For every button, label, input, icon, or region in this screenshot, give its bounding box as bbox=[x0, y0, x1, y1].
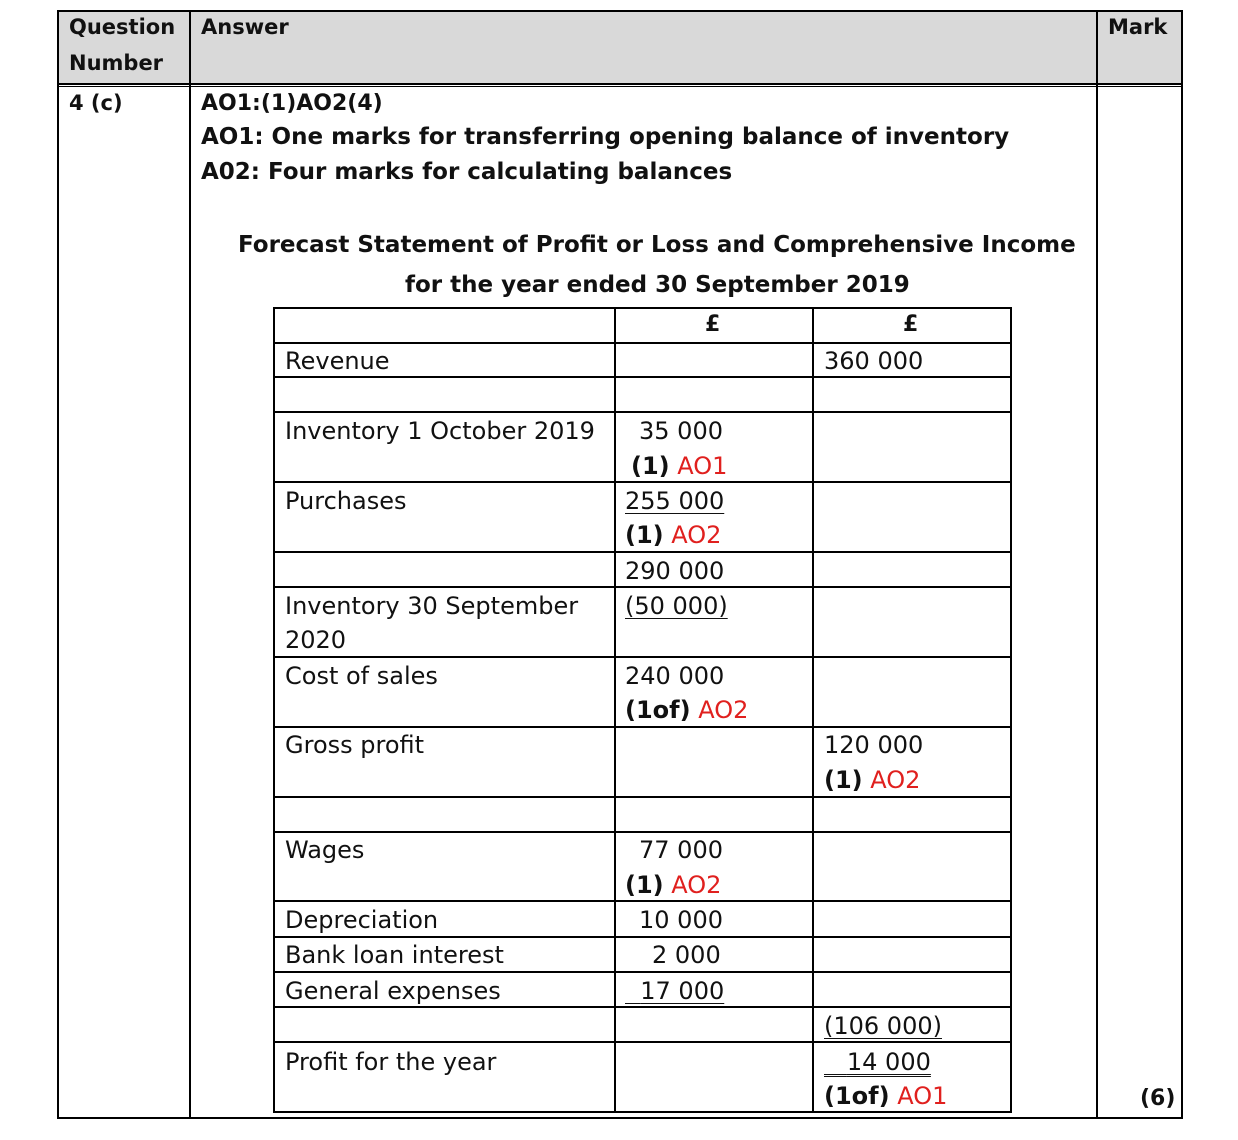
mark-points: (1) bbox=[824, 766, 863, 794]
statement-title: Forecast Statement of Profit or Loss and Comprehensive Income bbox=[238, 232, 1076, 258]
ao2-description: A02: Four marks for calculating balances bbox=[201, 159, 733, 185]
header-mark: Mark bbox=[1108, 15, 1168, 39]
cost-of-sales-label: Cost of sales bbox=[285, 662, 438, 690]
profit-label: Profit for the year bbox=[285, 1048, 497, 1076]
outer-header-bottom-border bbox=[57, 83, 1183, 85]
inner-right-border bbox=[1010, 307, 1012, 1113]
inner-row-line bbox=[273, 831, 1012, 833]
inner-row-line bbox=[273, 796, 1012, 798]
inner-row-line bbox=[273, 936, 1012, 938]
wages-mark bbox=[625, 871, 721, 899]
inner-row-line bbox=[273, 376, 1012, 378]
inventory-closing-label-1: Inventory 30 September bbox=[285, 592, 579, 620]
profit-amount: 14 000 bbox=[846, 1048, 931, 1076]
general-expenses-value bbox=[625, 977, 724, 1005]
inventory-opening-mark bbox=[631, 452, 727, 480]
profit-mark bbox=[824, 1082, 947, 1110]
inner-col-divider-1 bbox=[614, 307, 616, 1113]
inner-row-line bbox=[273, 1006, 1012, 1008]
ao1-description: AO1: One marks for transferring opening balance of inventory bbox=[201, 124, 1010, 150]
inner-row-line bbox=[273, 900, 1012, 902]
depreciation-label: Depreciation bbox=[285, 906, 439, 934]
cost-of-sales-mark bbox=[625, 696, 748, 724]
outer-left-border bbox=[57, 10, 59, 1119]
mark-points: (1of) bbox=[625, 696, 691, 724]
bank-loan-interest-label: Bank loan interest bbox=[285, 941, 504, 969]
inner-row-line bbox=[273, 1111, 1012, 1113]
inner-row-line bbox=[273, 551, 1012, 553]
general-expenses-amount: 17 000 bbox=[640, 977, 725, 1005]
revenue-label: Revenue bbox=[285, 347, 390, 375]
revenue-value: 360 000 bbox=[824, 347, 924, 375]
outer-col-divider-1 bbox=[189, 10, 191, 1119]
general-expenses-label: General expenses bbox=[285, 977, 501, 1005]
inner-row-line bbox=[273, 411, 1012, 413]
gross-profit-value: 120 000 bbox=[824, 731, 924, 759]
inventory-closing-value: (50 000) bbox=[625, 592, 728, 620]
statement-subtitle: for the year ended 30 September 2019 bbox=[405, 272, 910, 298]
outer-bottom-border bbox=[57, 1117, 1183, 1119]
outer-top-border bbox=[57, 10, 1183, 12]
header-question: Question bbox=[69, 15, 176, 39]
mark-points: (1) bbox=[631, 452, 670, 480]
inner-col-divider-2 bbox=[812, 307, 814, 1113]
inner-row-line bbox=[273, 586, 1012, 588]
inner-row-line bbox=[273, 307, 1012, 309]
mark-points: (1) bbox=[625, 871, 664, 899]
purchases-mark bbox=[625, 521, 721, 549]
inventory-opening-label: Inventory 1 October 2019 bbox=[285, 417, 595, 445]
inner-row-line bbox=[273, 726, 1012, 728]
mark-points: (1of) bbox=[824, 1082, 890, 1110]
cost-of-sales-value: 240 000 bbox=[625, 662, 725, 690]
header-answer: Answer bbox=[201, 15, 289, 39]
purchases-value: 255 000 bbox=[625, 487, 725, 515]
col-header-pounds-2: £ bbox=[903, 312, 919, 337]
inner-row-line bbox=[273, 656, 1012, 658]
outer-col-divider-2 bbox=[1096, 10, 1098, 1119]
subtotal-value: 290 000 bbox=[625, 557, 725, 585]
wages-label: Wages bbox=[285, 836, 365, 864]
profit-value bbox=[824, 1048, 931, 1076]
mark-ao: AO2 bbox=[870, 766, 921, 794]
mark-ao: AO2 bbox=[671, 521, 722, 549]
inner-row-line bbox=[273, 481, 1012, 483]
col-header-pounds-1: £ bbox=[705, 312, 721, 337]
inner-left-border bbox=[273, 307, 275, 1113]
depreciation-value: 10 000 bbox=[639, 906, 723, 934]
mark-ao: AO1 bbox=[677, 452, 728, 480]
mark-ao: AO2 bbox=[671, 871, 722, 899]
inner-row-line bbox=[273, 971, 1012, 973]
mark-points: (1) bbox=[625, 521, 664, 549]
mark-ao: AO1 bbox=[897, 1082, 948, 1110]
gross-profit-mark bbox=[824, 766, 920, 794]
question-number: 4 (c) bbox=[69, 91, 123, 115]
total-expenses-value: (106 000) bbox=[824, 1012, 942, 1040]
mark-ao: AO2 bbox=[698, 696, 749, 724]
mark-total: (6) bbox=[1140, 1086, 1176, 1111]
inventory-opening-value: 35 000 bbox=[639, 417, 723, 445]
gross-profit-label: Gross profit bbox=[285, 731, 425, 759]
inner-row-line bbox=[273, 1041, 1012, 1043]
purchases-label: Purchases bbox=[285, 487, 407, 515]
wages-value: 77 000 bbox=[639, 836, 723, 864]
outer-mid-border bbox=[57, 86, 1183, 87]
bank-loan-interest-value: 2 000 bbox=[652, 941, 721, 969]
inventory-closing-label-2: 2020 bbox=[285, 626, 347, 654]
header-number: Number bbox=[69, 51, 164, 75]
outer-right-border bbox=[1181, 10, 1183, 1119]
inner-row-line bbox=[273, 342, 1012, 344]
ao-summary: AO1:(1)AO2(4) bbox=[201, 91, 383, 116]
